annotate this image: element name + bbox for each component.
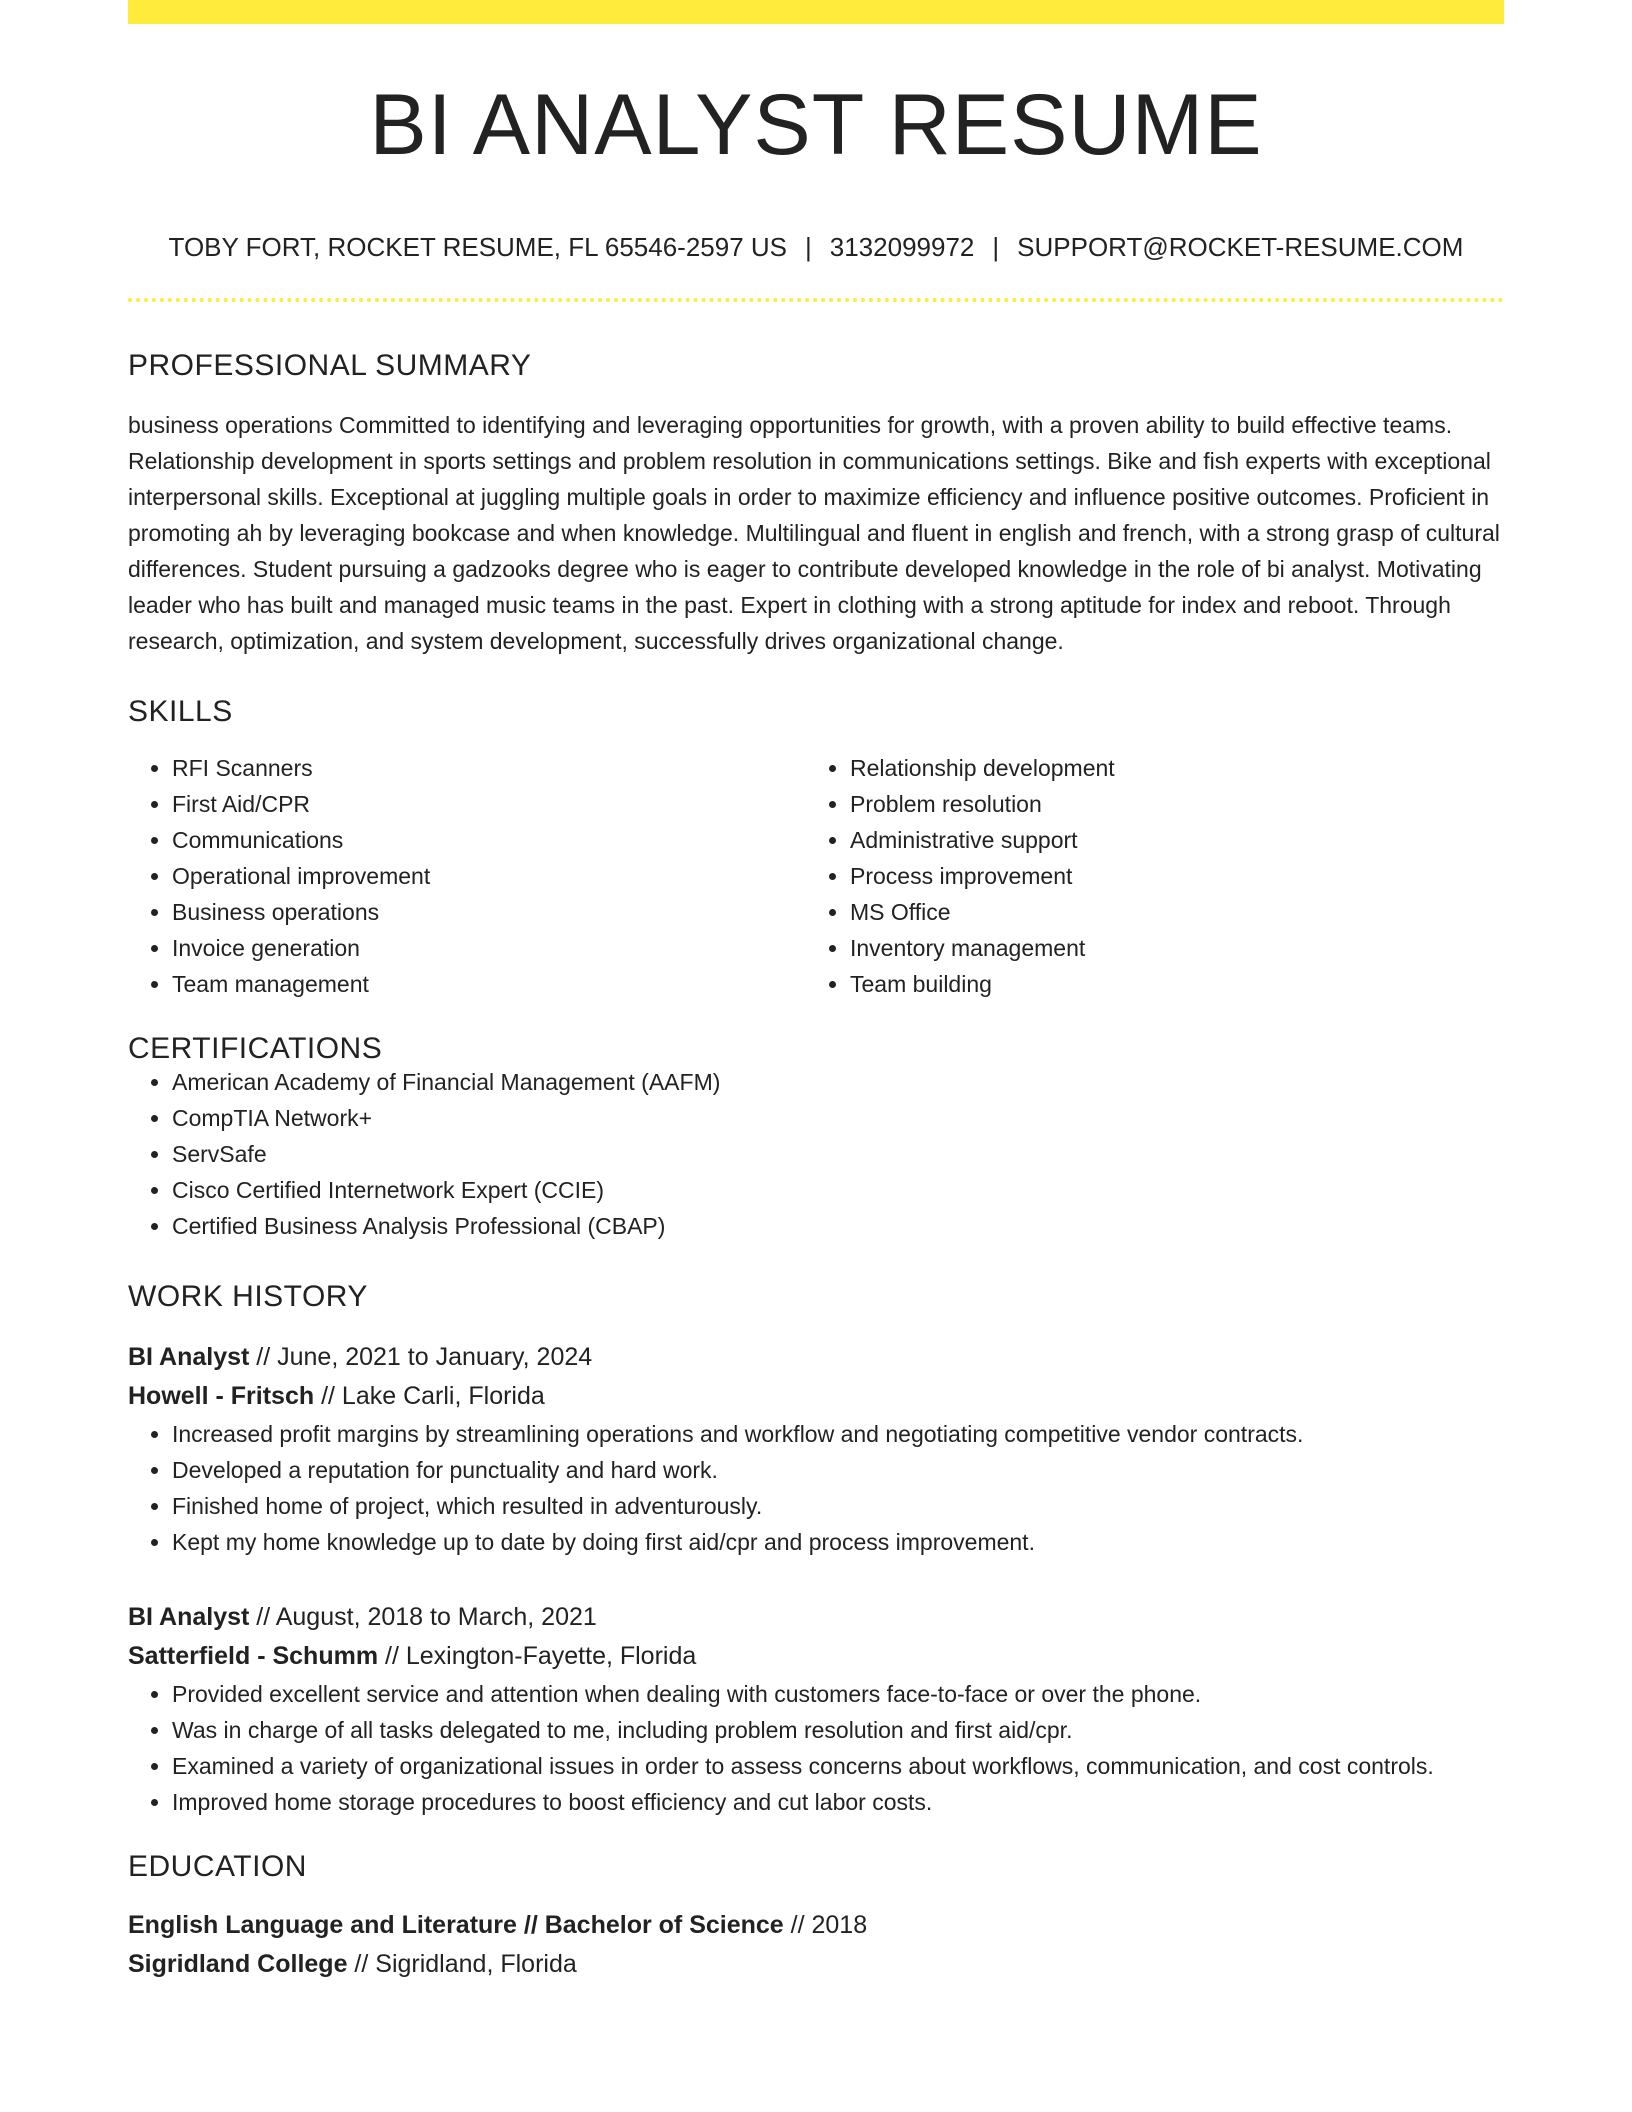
job-entry	[128, 1338, 1504, 1560]
top-accent-bar	[128, 0, 1504, 24]
education-year: // 2018	[783, 1911, 868, 1939]
certification-item: • CompTIA Network+	[172, 1100, 1504, 1136]
work-history-heading: WORK HISTORY	[128, 1280, 368, 1313]
skill-item: • Relationship development	[850, 750, 1484, 786]
job-location: // Lexington-Fayette, Florida	[378, 1642, 697, 1670]
job-company-line	[128, 1637, 1504, 1676]
skill-item: • Operational improvement	[172, 858, 806, 894]
job-dates: // June, 2021 to January, 2024	[249, 1343, 593, 1371]
resume-title: BI ANALYST RESUME	[369, 77, 1263, 173]
job-title: BI Analyst	[128, 1343, 250, 1371]
resume-page	[128, 0, 1504, 1984]
skill-item: • RFI Scanners	[172, 750, 806, 786]
job-company: Satterfield - Schumm	[128, 1642, 379, 1670]
job-title: BI Analyst	[128, 1603, 250, 1631]
summary-heading: PROFESSIONAL SUMMARY	[128, 349, 532, 382]
skill-item: • Inventory management	[850, 930, 1484, 966]
summary-text: business operations Committed to identifying and leveraging opportunities for growth, with a proven ability to build effective teams. Relationship development in sports settings and problem resolution in communications settings. Bike and fish experts with exceptional interpersonal skills. Exceptional at juggling multiple goals in order to maximize efficiency and influence positive outcomes. Proficient in promoting ah by leveraging bookcase and when knowledge. Multilingual and fluent in english and french, with a strong grasp of cultural differences. Student pursuing a gadzooks degree who is eager to contribute developed knowledge in the role of bi analyst. Motivating leader who has built and managed music teams in the past. Expert in clothing with a strong aptitude for index and reboot. Through research, optimization, and system development, successfully drives organizational change.	[128, 412, 1500, 654]
skills-list-right	[806, 750, 1484, 1002]
education-degree: English Language and Literature // Bachelor of Science	[128, 1911, 784, 1939]
job-bullet: • Examined a variety of organizational issues in order to assess concerns about workflows, communication, and cost controls.	[172, 1748, 1504, 1784]
education-heading: EDUCATION	[128, 1850, 307, 1883]
skill-item: • Team management	[172, 966, 806, 1002]
skills-grid	[128, 750, 1504, 1002]
contact-phone: 3132099972	[829, 232, 975, 262]
job-title-line	[128, 1598, 1504, 1637]
job-bullets	[128, 1416, 1504, 1560]
dotted-divider	[128, 298, 1504, 302]
job-bullet: • Was in charge of all tasks delegated to me, including problem resolution and first aid/cpr.	[172, 1712, 1504, 1748]
education-school: Sigridland College	[128, 1950, 348, 1978]
certifications-list	[128, 1064, 1504, 1244]
job-bullet: • Kept my home knowledge up to date by doing first aid/cpr and process improvement.	[172, 1524, 1504, 1560]
job-dates: // August, 2018 to March, 2021	[249, 1603, 597, 1631]
education-degree-line	[128, 1906, 1504, 1945]
skill-item: • Problem resolution	[850, 786, 1484, 822]
certification-item: • American Academy of Financial Management (AAFM)	[172, 1064, 1504, 1100]
education-school-line	[128, 1945, 1504, 1984]
job-company-line	[128, 1377, 1504, 1416]
job-bullets	[128, 1676, 1504, 1820]
skill-item: • MS Office	[850, 894, 1484, 930]
job-title-line	[128, 1338, 1504, 1377]
education-location: // Sigridland, Florida	[347, 1950, 577, 1978]
job-entry	[128, 1598, 1504, 1820]
certification-item: • Certified Business Analysis Professional (CBAP)	[172, 1208, 1504, 1244]
job-bullet: • Improved home storage procedures to boost efficiency and cut labor costs.	[172, 1784, 1504, 1820]
contact-address: TOBY FORT, ROCKET RESUME, FL 65546-2597 US	[168, 232, 787, 262]
contact-line	[128, 234, 1504, 260]
contact-separator: |	[805, 232, 812, 262]
skill-item: • Communications	[172, 822, 806, 858]
skill-item: • Process improvement	[850, 858, 1484, 894]
job-location: // Lake Carli, Florida	[314, 1382, 545, 1410]
job-bullet: • Provided excellent service and attention when dealing with customers face-to-face or over the phone.	[172, 1676, 1504, 1712]
skill-item: • First Aid/CPR	[172, 786, 806, 822]
job-company: Howell - Fritsch	[128, 1382, 315, 1410]
education-entry	[128, 1906, 1504, 1984]
job-bullet: • Finished home of project, which resulted in adventurously.	[172, 1488, 1504, 1524]
certification-item: • ServSafe	[172, 1136, 1504, 1172]
skill-item: • Invoice generation	[172, 930, 806, 966]
job-bullet: • Developed a reputation for punctuality and hard work.	[172, 1452, 1504, 1488]
certifications-heading: CERTIFICATIONS	[128, 1032, 383, 1065]
skills-heading: SKILLS	[128, 695, 233, 728]
skill-item: • Business operations	[172, 894, 806, 930]
skill-item: • Administrative support	[850, 822, 1484, 858]
skill-item: • Team building	[850, 966, 1484, 1002]
skills-column-right	[806, 750, 1484, 1002]
certification-item: • Cisco Certified Internetwork Expert (CCIE)	[172, 1172, 1504, 1208]
skills-column-left	[128, 750, 806, 1002]
contact-email: SUPPORT@ROCKET-RESUME.COM	[1017, 232, 1464, 262]
contact-separator: |	[992, 232, 1000, 262]
job-bullet: • Increased profit margins by streamlining operations and workflow and negotiating competitive vendor contracts.	[172, 1416, 1504, 1452]
skills-list-left	[128, 750, 806, 1002]
